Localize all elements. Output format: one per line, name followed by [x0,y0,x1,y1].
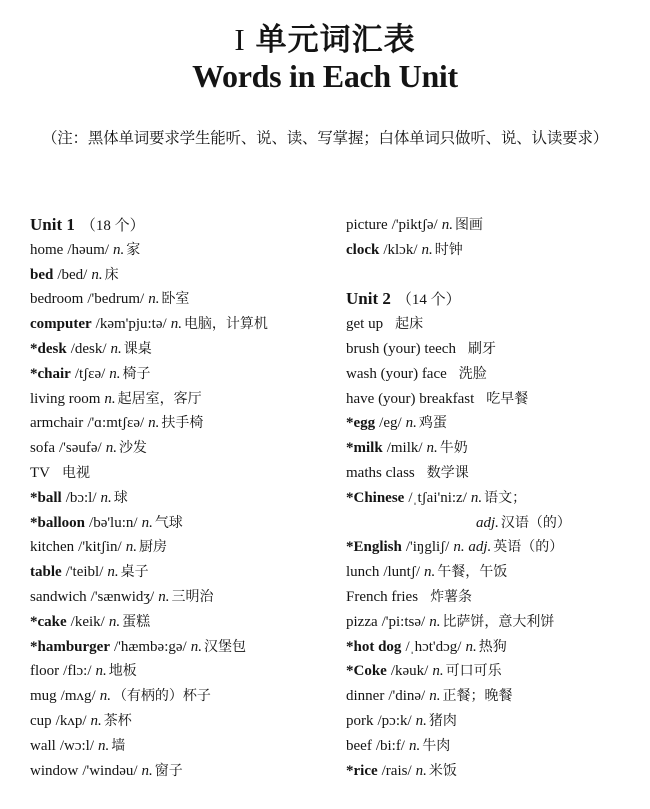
unit-word-count: （18 个） [80,218,145,234]
phonetic: /milk/ [386,440,423,457]
vocab-entry [346,659,650,684]
phonetic: /mʌg/ [60,688,96,705]
vocab-entry [346,461,650,486]
vocab-word: lunch [346,564,380,581]
meaning-cn: 窗子 [154,762,183,779]
vocab-word: floor [30,663,60,680]
unit-separator [346,263,650,288]
vocab-word: milk [353,440,383,457]
part-of-speech: n. [99,688,111,705]
meaning-cn: 牛肉 [422,737,451,754]
vocab-entry [30,486,340,511]
vocab-entry [30,734,340,759]
required-star-icon: * [30,638,38,655]
section-numeral: I [234,22,246,57]
meaning-cn: 正餐；晚餐 [442,688,513,705]
meaning-cn: 茶杯 [103,712,132,729]
required-star-icon: * [346,489,354,506]
vocab-word: beef [346,737,372,754]
part-of-speech: n. [105,440,117,457]
part-of-speech: n. [432,663,444,680]
meaning-cn: 课桌 [123,340,152,357]
required-star-icon: * [346,415,354,432]
vocab-entry [30,635,340,660]
vocab-entry [346,362,650,387]
vocab-entry [30,560,340,585]
vocab-word: rice [353,762,378,779]
part-of-speech: n. [426,440,438,457]
phonetic: /'hæmbə:gə/ [114,638,187,655]
vocab-word: hot dog [353,638,402,655]
meaning-cn: 墙 [111,737,126,754]
title-cn-text: 单元词汇表 [255,22,416,58]
vocab-entry [30,684,340,709]
vocab-entry [30,387,340,412]
phonetic: /flɔ:/ [63,663,92,680]
phonetic: /'windəu/ [82,762,138,779]
meaning-cn: 炸薯条 [430,588,473,605]
meaning-cn: 图画 [454,217,483,233]
meaning-cn: 蛋糕 [122,613,151,630]
phonetic: /'piktʃə/ [391,217,438,233]
phonetic: /bə'lu:n/ [89,514,138,531]
meaning-cn: （有柄的）杯子 [112,688,211,705]
part-of-speech: n. [141,514,153,531]
meaning-cn: 鸡蛋 [418,415,447,432]
meaning-cn: 汉堡包 [203,638,246,655]
vocab-word: pork [346,712,374,729]
meaning-cn: 牛奶 [439,440,468,457]
vocab-entry [346,337,650,362]
vocab-entry [346,213,650,238]
phonetic: /'kitʃin/ [78,539,122,556]
vocab-word: Coke [353,663,387,680]
meaning-cn: 地板 [108,663,137,680]
vocab-entry [30,535,340,560]
meaning-cn: 电脑，计算机 [183,316,268,333]
part-of-speech: n. [148,415,160,432]
vocab-entry [346,585,650,610]
phonetic: /bed/ [57,266,88,283]
vocab-entry [346,436,650,461]
part-of-speech: n. [141,762,153,779]
vocab-entry [346,684,650,709]
vocab-word: egg [353,415,376,432]
vocab-entry [30,585,340,610]
vocab-entry [346,560,650,585]
phonetic: /keik/ [70,613,105,630]
phonetic: /'iŋgliʃ/ [405,539,450,556]
unit-heading [346,287,650,312]
vocab-entry [346,238,650,263]
meaning-cn: 球 [113,489,128,506]
vocab-entry [30,709,340,734]
vocab-word: TV [30,464,50,481]
vocab-entry [30,238,340,263]
part-of-speech: n. adj. [453,539,492,556]
part-of-speech: n. [104,390,116,407]
phonetic: /eg/ [379,415,402,432]
meaning-cn: 扶手椅 [161,415,204,432]
vocab-word: mug [30,688,57,705]
meaning-cn: 可口可乐 [445,663,502,680]
part-of-speech: n. [470,489,483,506]
vocab-entry [30,263,340,288]
meaning-cn: 数学课 [426,464,469,481]
part-of-speech: n. [190,638,202,655]
meaning-cn: 床 [104,266,119,283]
vocab-word: clock [346,241,380,258]
required-star-icon: * [346,440,354,457]
phonetic: /kəuk/ [390,663,429,680]
phonetic: /bi:f/ [375,737,405,754]
meaning-cn: 猪肉 [428,712,457,729]
vocab-word: home [30,241,64,258]
part-of-speech: n. [429,688,441,705]
meaning-cn: 起居室，客厅 [117,390,202,407]
phonetic: /'dinə/ [388,688,426,705]
vocab-entry [30,287,340,312]
meaning-cn: 时钟 [434,241,463,258]
required-star-icon: * [30,514,38,531]
phonetic: /bɔ:l/ [65,489,97,506]
vocab-entry [30,659,340,684]
part-of-speech: n. [408,737,421,754]
usage-note: （注：黑体单词要求学生能听、说、读、写掌握；白体单词只做听、说、认读要求） [41,129,609,147]
phonetic: /'ɑ:mtʃεə/ [87,415,145,432]
vocab-entry [346,734,650,759]
required-star-icon: * [346,663,354,680]
vocab-word: get up [346,316,384,333]
phonetic: /'pi:tsə/ [381,613,426,630]
vocab-word: maths class [346,464,415,481]
part-of-speech: n. [441,217,453,233]
meaning-cn: 米饭 [428,762,457,779]
part-of-speech: n. [421,241,433,258]
vocab-word: kitchen [30,539,75,556]
vocab-word: cup [30,712,52,729]
vocab-entry [30,362,340,387]
vocab-entry [30,461,340,486]
vocab-word: computer [30,316,92,333]
phonetic: /'teibl/ [65,564,104,581]
required-star-icon: * [30,340,38,357]
meaning-cn: 家 [126,241,141,258]
vocab-entry [346,635,650,660]
part-of-speech: n. [107,564,119,581]
meaning-cn: 电视 [62,464,90,481]
required-star-icon: * [30,365,38,382]
phonetic: /kʌp/ [55,712,87,729]
vocab-entry [30,436,340,461]
part-of-speech: n. [110,340,122,357]
meaning-cn: 洗脸 [458,365,487,382]
required-star-icon: * [30,613,38,630]
vocab-word: English [353,539,402,556]
meaning-cn: 气球 [154,514,183,531]
meaning-cn: 卧室 [161,291,190,308]
vocab-word: wall [30,737,56,754]
phonetic: /wɔ:l/ [59,737,94,754]
meaning-cn: 午餐，午饭 [437,564,508,581]
vocab-entry [346,486,650,511]
phonetic: /ˌtʃai'ni:z/ [408,489,467,506]
vocab-entry [30,759,340,784]
vocab-word: bedroom [30,291,84,308]
phonetic: /luntʃ/ [383,564,420,581]
vocab-word: dinner [346,688,385,705]
vocab-word: hamburger [37,638,110,655]
vocab-word: picture [346,217,388,233]
part-of-speech: n. [109,365,121,382]
phonetic: /pɔ:k/ [377,712,412,729]
vocab-word: Chinese [353,489,405,506]
vocab-word: cake [37,613,67,630]
vocab-word: pizza [346,613,378,630]
part-of-speech: n. [170,316,182,333]
phonetic: /'bedrum/ [87,291,145,308]
vocab-word: desk [37,340,67,357]
part-of-speech: n. [91,266,103,283]
meaning-cn: 沙发 [118,440,147,457]
part-of-speech: n. [125,539,137,556]
meaning-cn: 起床 [395,316,424,333]
vocab-entry [30,511,340,536]
meaning-cn: 热狗 [478,638,507,655]
vocab-word: French fries [346,588,419,605]
meaning-cn: 英语（的） [493,539,564,556]
unit-label: Unit 2 [346,289,391,309]
vocab-entry [30,411,340,436]
vocab-word: sandwich [30,588,87,605]
meaning-cn: 语文； [484,489,527,506]
part-of-speech: n. [108,613,121,630]
phonetic: /klɔk/ [383,241,418,258]
vocab-word: wash (your) face [346,365,447,382]
part-of-speech: n. [465,638,477,655]
page-title-chinese [0,14,650,59]
vocab-entry [30,312,340,337]
vocab-entry [346,610,650,635]
part-of-speech: n. [98,737,110,754]
meaning-cn: 椅子 [122,365,151,382]
vocab-word: sofa [30,440,55,457]
phonetic: /'səufə/ [59,440,102,457]
vocab-entry [346,709,650,734]
meaning-cn: 三明治 [171,588,214,605]
vocab-word: window [30,762,79,779]
part-of-speech: n. [100,489,112,506]
vocab-word: chair [37,365,71,382]
vocab-word: balloon [37,514,86,531]
part-of-speech: n. [405,415,417,432]
vocab-entry [346,387,650,412]
part-of-speech: n. [148,291,160,308]
left-column [30,213,340,783]
phonetic: /desk/ [70,340,107,357]
required-star-icon: * [346,638,354,655]
required-star-icon: * [30,489,38,506]
unit-word-count: （14 个） [396,292,461,309]
phonetic: /ˌhɔt'dɔg/ [405,638,462,655]
vocab-entry-continued [346,511,650,536]
vocab-entry [346,411,650,436]
unit-heading [30,213,340,238]
vocab-entry [346,535,650,560]
part-of-speech: n. [90,712,102,729]
phonetic: /'sænwidʒ/ [90,588,155,605]
vocab-entry [346,759,650,784]
phonetic: /tʃεə/ [74,365,106,382]
required-star-icon: * [346,539,354,556]
phonetic: /kəm'pju:tə/ [95,316,167,333]
vocab-word: ball [37,489,62,506]
vocab-word: bed [30,266,54,283]
meaning-cn: 汉语（的） [500,514,571,531]
meaning-cn: 桌子 [120,564,149,581]
part-of-speech: n. [95,663,107,680]
part-of-speech: n. [424,564,436,581]
required-star-icon: * [346,762,354,779]
vocab-word: table [30,564,62,581]
unit-label: Unit 1 [30,215,75,234]
vocab-word: armchair [30,415,84,432]
part-of-speech: n. [158,588,170,605]
part-of-speech: n. [415,712,427,729]
page-title-english: Words in Each Unit [192,58,458,94]
part-of-speech: n. [429,613,441,630]
part-of-speech: adj. [476,514,499,531]
vocab-word: brush (your) teech [346,340,456,357]
part-of-speech: n. [113,241,125,258]
phonetic: /rais/ [381,762,412,779]
vocab-entry [346,312,650,337]
right-column [346,213,650,783]
meaning-cn: 比萨饼，意大利饼 [442,613,555,630]
vocab-entry [30,337,340,362]
vocab-word: living room [30,390,101,407]
meaning-cn: 吃早餐 [486,390,529,407]
vocab-entry [30,610,340,635]
phonetic: /həum/ [67,241,109,258]
meaning-cn: 刷牙 [467,340,496,357]
part-of-speech: n. [415,762,427,779]
meaning-cn: 厨房 [138,539,167,556]
vocab-word: have (your) breakfast [346,390,475,407]
